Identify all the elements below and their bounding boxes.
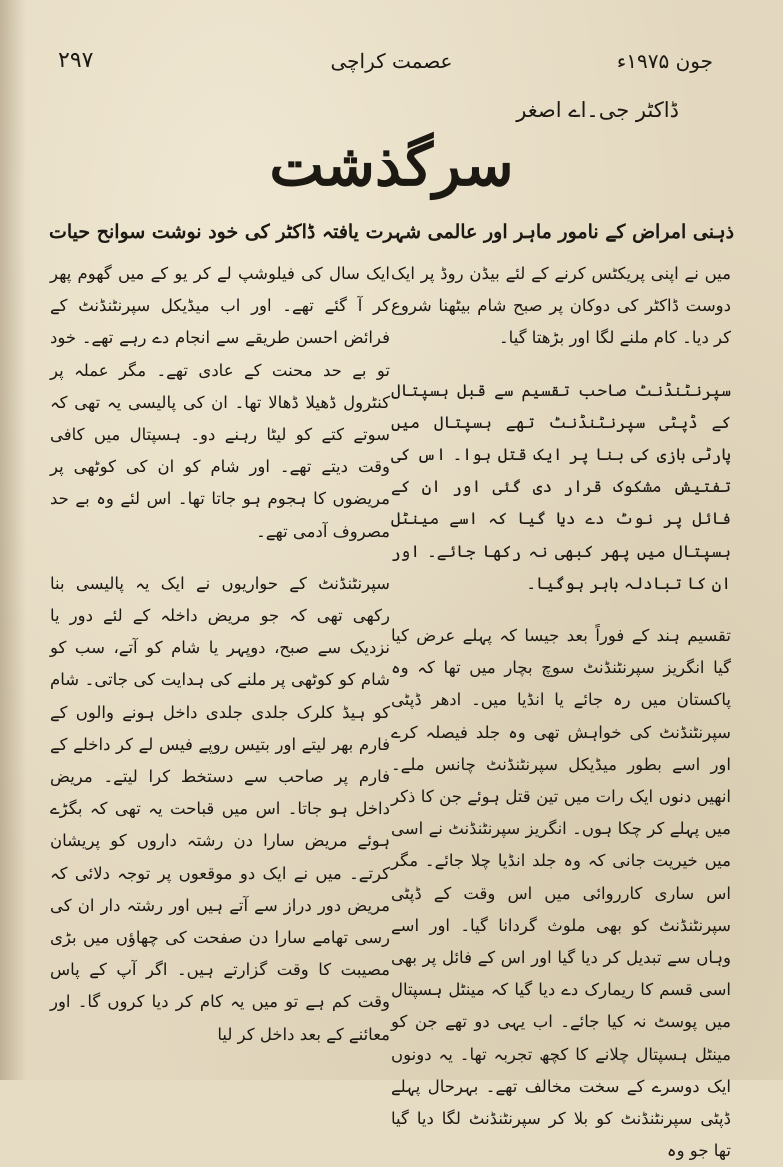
author-name: ڈاکٹر جی۔اے اصغر bbox=[516, 98, 679, 122]
text-column-right bbox=[391, 258, 731, 1167]
paragraph: ایک سال کی فیلوشپ لے کر یو کے میں گھوم پھر کر آ گئے تھے۔ اور اب میڈیکل سپرنٹنڈنٹ کے فرائض احسن طریقے سے انجام دے رہے تھے۔ خود تو بے حد محنت کے عادی تھے۔ مگر عملہ پر کنٹرول ڈھیلا ڈھالا تھا۔ ان کی پالیسی یہ تھی کہ سوتے کتے کو لیٹا رہنے دو۔ ہسپتال میں کافی وقت دیتے تھے۔ اور شام کو ان کی کوٹھی پر مریضوں کا ہجوم ہو جاتا تھا۔ اس لئے وہ بے حد مصروف آدمی تھے۔ bbox=[50, 264, 390, 541]
issue-date: جون ۱۹۷۵ء bbox=[616, 49, 713, 73]
page-number: ۲۹۷ bbox=[58, 48, 94, 73]
text-column-left bbox=[50, 258, 390, 1051]
article-title: سرگذشت bbox=[269, 131, 514, 199]
article-subtitle: ذہنی امراض کے نامور ماہر اور عالمی شہرت یافتہ ڈاکٹر کی خود نوشت سوانح حیات bbox=[48, 221, 735, 243]
magazine-name: عصمت کراچی bbox=[330, 49, 453, 73]
paragraph: تقسیم ہند کے فوراً بعد جیسا کہ پہلے عرض کیا گیا انگریز سپرنٹنڈنٹ سوچ بچار میں تھا کہ وہ پاکستان میں رہ جائے یا انڈیا میں۔ ادھر ڈپٹی سپرنٹنڈنٹ کی خواہش تھی وہ جلد فیصلہ کرے اور اسے بطور میڈیکل سپرنٹنڈنٹ چانس ملے۔ انھیں دنوں ایک رات میں تین قتل ہوئے جن کا ذکر میں پہلے کر چکا ہوں۔ انگریز سپرنٹنڈنٹ نے اسی میں خیریت جانی کہ وہ جلد انڈیا چلا جائے۔ مگر اس ساری کارروائی میں اس وقت کے ڈپٹی سپرنٹنڈنٹ کو بھی ملوث گردانا گیا۔ اور اسے وہاں سے تبدیل کر دیا گیا اور اس کے فائل پر بھی اسی قسم کا ریمارک دے دیا گیا کہ مینٹل ہسپتال میں پوسٹ نہ کیا جائے۔ اب یہی دو تھے جن کو مینٹل ہسپتال چلانے کا کچھ تجربہ تھا۔ یہ دونوں ایک دوسرے کے سخت مخالف تھے۔ بہرحال پہلے ڈپٹی سپرنٹنڈنٹ کو بلا کر سپرنٹنڈنٹ لگا دیا گیا تھا جو وہ bbox=[391, 626, 731, 1161]
paragraph: سپرنٹنڈنٹ صاحب تقسیم سے قبل ہسپتال کے ڈپٹی سپرنٹنڈنٹ تھے ہسپتال میں پارٹی بازی کی بنا پر ایک قتل ہوا۔ اس کی تفتیش مشکوک قرار دی گئی اور ان کے فائل پر نوٹ دے دیا گیا کہ اسے مینٹل ہسپتال میں پھر کبھی نہ رکھا جائے۔ اور ان کا تبادلہ باہر ہوگیا۔ bbox=[391, 380, 731, 593]
paragraph: میں نے اپنی پریکٹس کرنے کے لئے بیڈن روڈ پر ایک دوست ڈاکٹر کی دوکان پر صبح شام بیٹھنا شروع کر دیا۔ کام ملنے لگا اور بڑھتا گیا۔ bbox=[391, 264, 731, 348]
paragraph: سپرنٹنڈنٹ کے حواریوں نے ایک یہ پالیسی بنا رکھی تھی کہ جو مریض داخلہ کے لئے دور یا نزدیک سے صبح، دوپہر یا شام کو آتے، سب کو شام کو کوٹھی پر ملنے کی ہدایت کی جاتی۔ شام کو ہیڈ کلرک جلدی جلدی داخل ہونے والوں کے فارم بھر لیتے اور بتیس روپے فیس لے کر داخلے کے فارم پر صاحب سے دستخط کرا لیتے۔ مریض داخل ہو جاتا۔ اس میں قباحت یہ تھی کہ بگڑے ہوئے مریض سارا دن رشتہ داروں کو پریشان کرتے۔ میں نے ایک دو موقعوں پر توجہ دلائی کہ مریض دور دراز سے آتے ہیں اور رشتہ دار ان کی رسی تھامے سارا دن صفحت کی چھاؤں میں بڑی مصیبت کا وقت گزارتے ہیں۔ اگر آپ کے پاس وقت کم ہے تو میں یہ کام کر دیا کروں گا۔ اور معائنے کے بعد داخل کر لیا bbox=[50, 573, 390, 1044]
